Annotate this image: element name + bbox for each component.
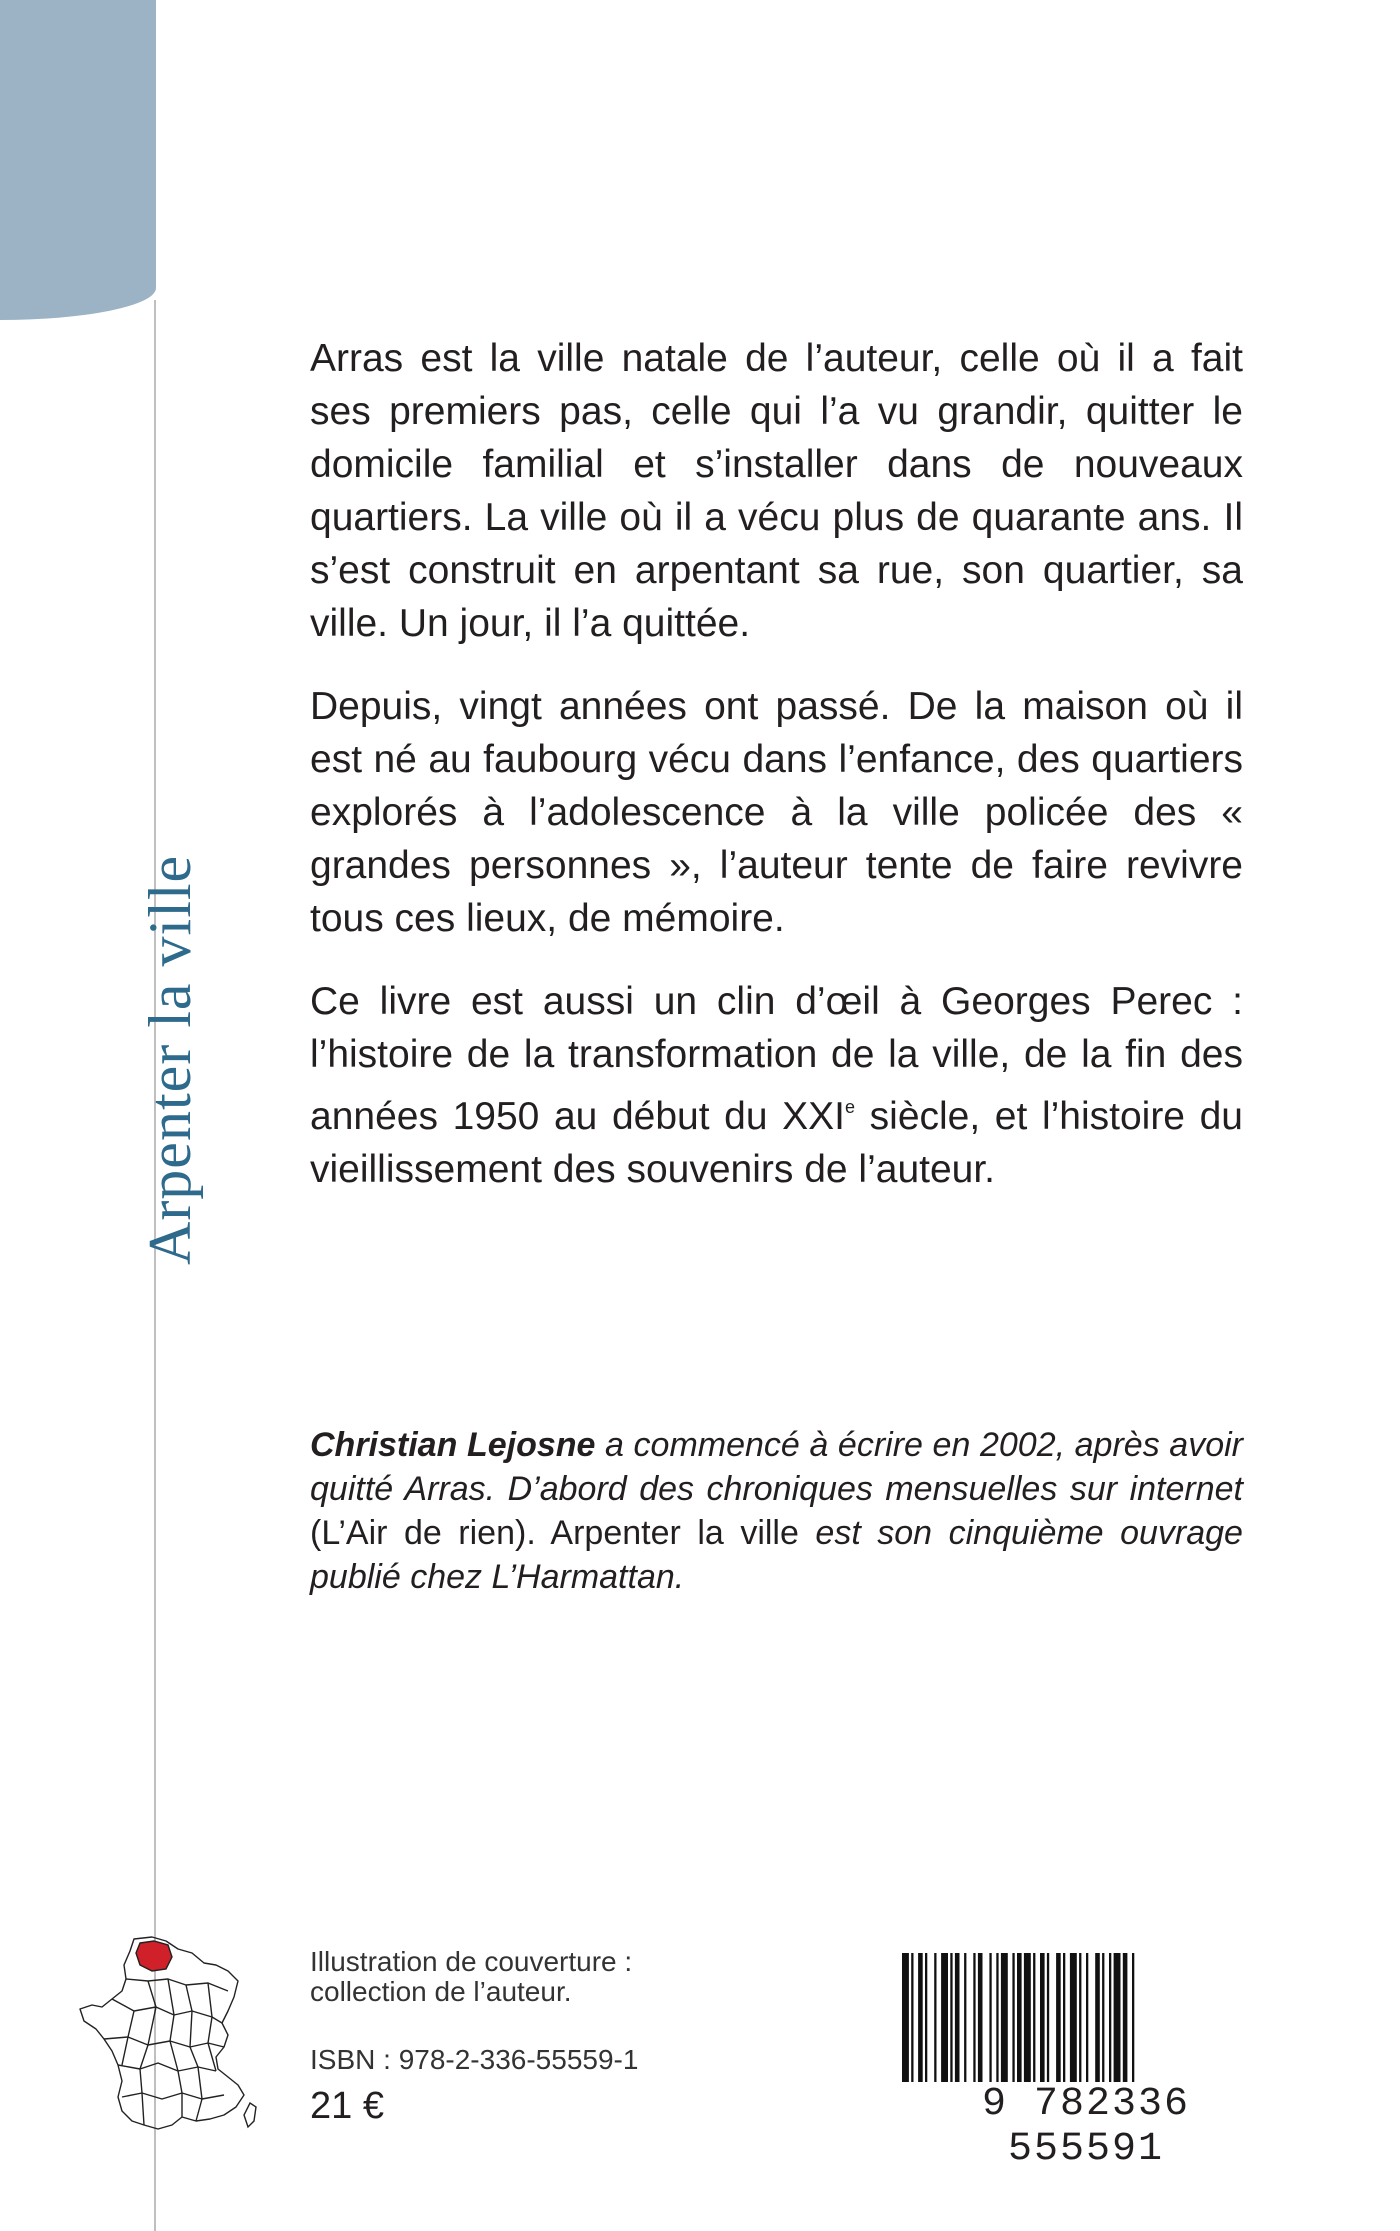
bio-site-name: (L’Air de rien) <box>310 1514 527 1552</box>
bio-book-title: Arpenter la ville <box>550 1514 799 1552</box>
back-cover-blurb <box>310 332 1243 1226</box>
blurb-paragraph-3 <box>310 975 1243 1196</box>
blurb-paragraph-2: Depuis, vingt années ont passé. De la maison où il est né au faubourg vécu dans l’enfance, des quartiers explorés à l’adolescence à la ville policée des « grandes personnes », l’auteur tente de faire revivre tous ces lieux, de mémoire. <box>310 685 1243 940</box>
spine-title: Arpenter la ville <box>137 854 203 1265</box>
blurb-p3-end: siècle, et l’histoire du vieillissement des souvenirs de l’auteur. <box>310 1095 1243 1191</box>
bio-text-2: . <box>526 1514 551 1552</box>
barcode-digits: 9 782336 555591 <box>898 2082 1274 2172</box>
france-map-icon <box>78 1935 264 2135</box>
cover-illustration-credit <box>310 1947 632 2007</box>
bio-text-3: est son cinquième ouvrage publié chez L’Harmattan. <box>310 1514 1243 1596</box>
price: 21 € <box>310 2085 384 2127</box>
blurb-p3-start: Ce livre est aussi un clin d’œil à Georges Perec : l’histoire de la transformation de la ville, de la fin des années 1950 au début du XXI <box>310 980 1243 1138</box>
blurb-paragraph-1: Arras est la ville natale de l’auteur, celle où il a fait ses premiers pas, celle qui l’a vu grandir, quitter le domicile familial et s’installer dans de nouveaux quartiers. La ville où il a vécu plus de quarante ans. Il s’est construit en arpentant sa rue, son quartier, sa ville. Un jour, il l’a quittée. <box>310 337 1243 645</box>
bio-text-1: a commencé à écrire en 2002, après avoir quitté Arras. D’abord des chroniques mensuelles sur internet <box>310 1426 1243 1508</box>
spine-color-band <box>0 0 156 320</box>
century-superscript: e <box>845 1097 856 1117</box>
credit-line-2: collection de l’auteur. <box>310 1976 572 2007</box>
credit-line-1: Illustration de couverture : <box>310 1946 633 1977</box>
author-name: Christian Lejosne <box>310 1426 596 1464</box>
isbn: ISBN : 978-2-336-55559-1 <box>310 2044 639 2075</box>
author-bio <box>310 1423 1243 1599</box>
